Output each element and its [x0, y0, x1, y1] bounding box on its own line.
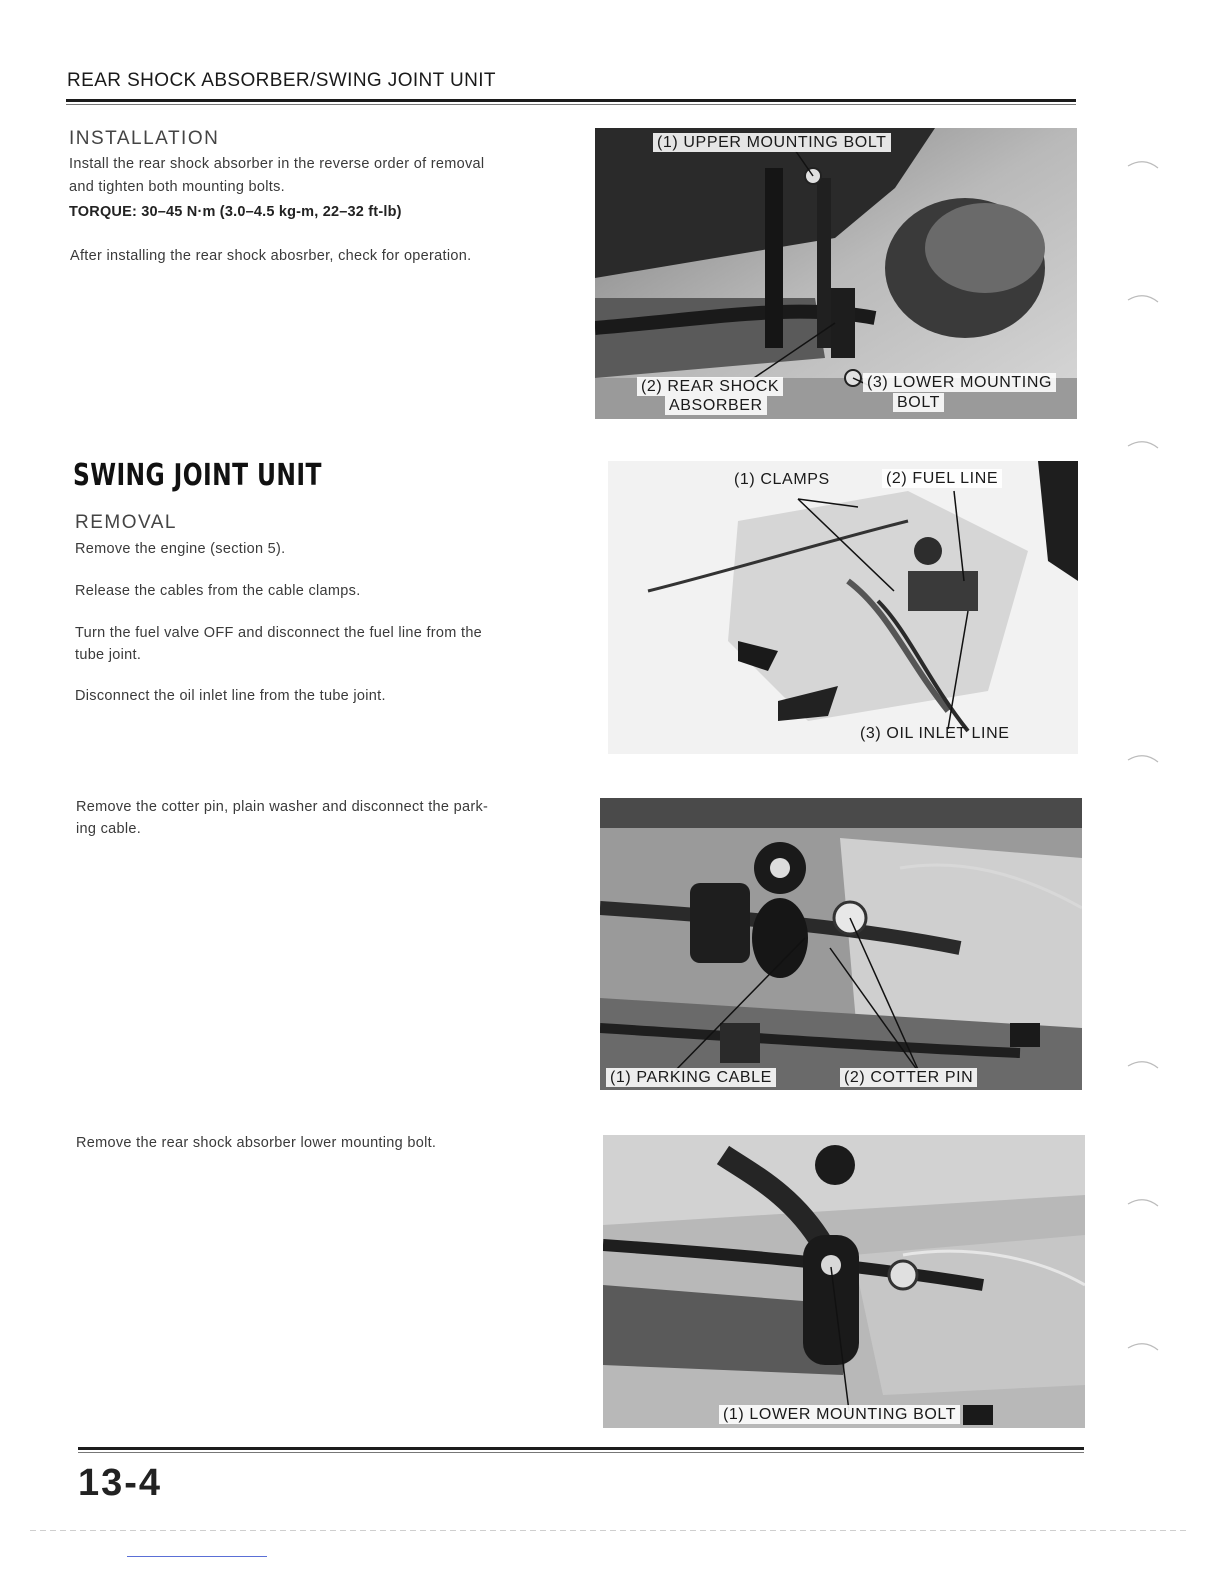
- torque-spec: TORQUE: 30–45 N·m (3.0–4.5 kg-m, 22–32 ft-lb): [69, 204, 402, 220]
- scan-mark-1: [1126, 158, 1160, 172]
- scan-mark-3: [1126, 438, 1160, 452]
- removal-heading: REMOVAL: [75, 512, 178, 533]
- photo-clamps-fuel-line: [608, 461, 1078, 754]
- installation-text-line1: Install the rear shock absorber in the reverse order of removal: [69, 156, 485, 172]
- caption-clamps: (1) CLAMPS: [734, 471, 830, 488]
- installation-after: After installing the rear shock abosrber, check for operation.: [70, 248, 472, 264]
- caption-cotter-pin: (2) COTTER PIN: [840, 1068, 977, 1087]
- installation-text-line2: and tighten both mounting bolts.: [69, 179, 285, 195]
- scan-mark-7: [1126, 1340, 1160, 1354]
- removal-step-oil-line: Disconnect the oil inlet line from the tube joint.: [75, 688, 386, 704]
- scan-mark-5: [1126, 1058, 1160, 1072]
- caption-parking-cable: (1) PARKING CABLE: [606, 1068, 776, 1087]
- removal-step-lower-bolt: Remove the rear shock absorber lower mounting bolt.: [76, 1135, 437, 1151]
- caption-lower-mounting-bolt: (1) LOWER MOUNTING BOLT: [719, 1405, 960, 1424]
- caption-oil-inlet-line: (3) OIL INLET LINE: [860, 725, 1010, 742]
- caption-fuel-line: (2) FUEL LINE: [882, 469, 1002, 488]
- removal-step-parking-2: ing cable.: [76, 821, 142, 837]
- removal-step-cables: Release the cables from the cable clamps.: [75, 583, 361, 599]
- page-number: 13-4: [78, 1462, 163, 1504]
- photo-rear-shock-installation: [595, 128, 1077, 419]
- bottom-link-underline[interactable]: [127, 1556, 267, 1557]
- header-rule-thin: [66, 104, 1076, 105]
- footer-rule-thin: [78, 1452, 1084, 1453]
- section-title: SWING JOINT UNIT: [73, 458, 322, 493]
- caption-rear-shock-2: ABSORBER: [665, 396, 767, 415]
- header-rule: [66, 99, 1076, 102]
- caption-lower-mounting-bolt-1: (3) LOWER MOUNTING: [863, 373, 1056, 392]
- scan-bottom-edge: [30, 1530, 1190, 1531]
- caption-upper-mounting-bolt: (1) UPPER MOUNTING BOLT: [653, 133, 891, 152]
- removal-step-engine: Remove the engine (section 5).: [75, 541, 286, 557]
- scan-mark-4: [1126, 752, 1160, 766]
- footer-rule: [78, 1447, 1084, 1450]
- photo-lower-mounting-bolt: [603, 1135, 1085, 1428]
- installation-heading: INSTALLATION: [69, 128, 220, 149]
- caption-rear-shock-1: (2) REAR SHOCK: [637, 377, 783, 396]
- removal-step-fuel-line-1: Turn the fuel valve OFF and disconnect the fuel line from the: [75, 625, 483, 641]
- scan-mark-2: [1126, 292, 1160, 306]
- photo-parking-cable-cotter-pin: [600, 798, 1082, 1090]
- scan-mark-6: [1126, 1196, 1160, 1210]
- removal-step-parking-1: Remove the cotter pin, plain washer and disconnect the park-: [76, 799, 489, 815]
- page-header-title: REAR SHOCK ABSORBER/SWING JOINT UNIT: [67, 70, 496, 91]
- removal-step-fuel-line-2: tube joint.: [75, 647, 142, 663]
- caption-lower-mounting-bolt-2: BOLT: [893, 393, 944, 412]
